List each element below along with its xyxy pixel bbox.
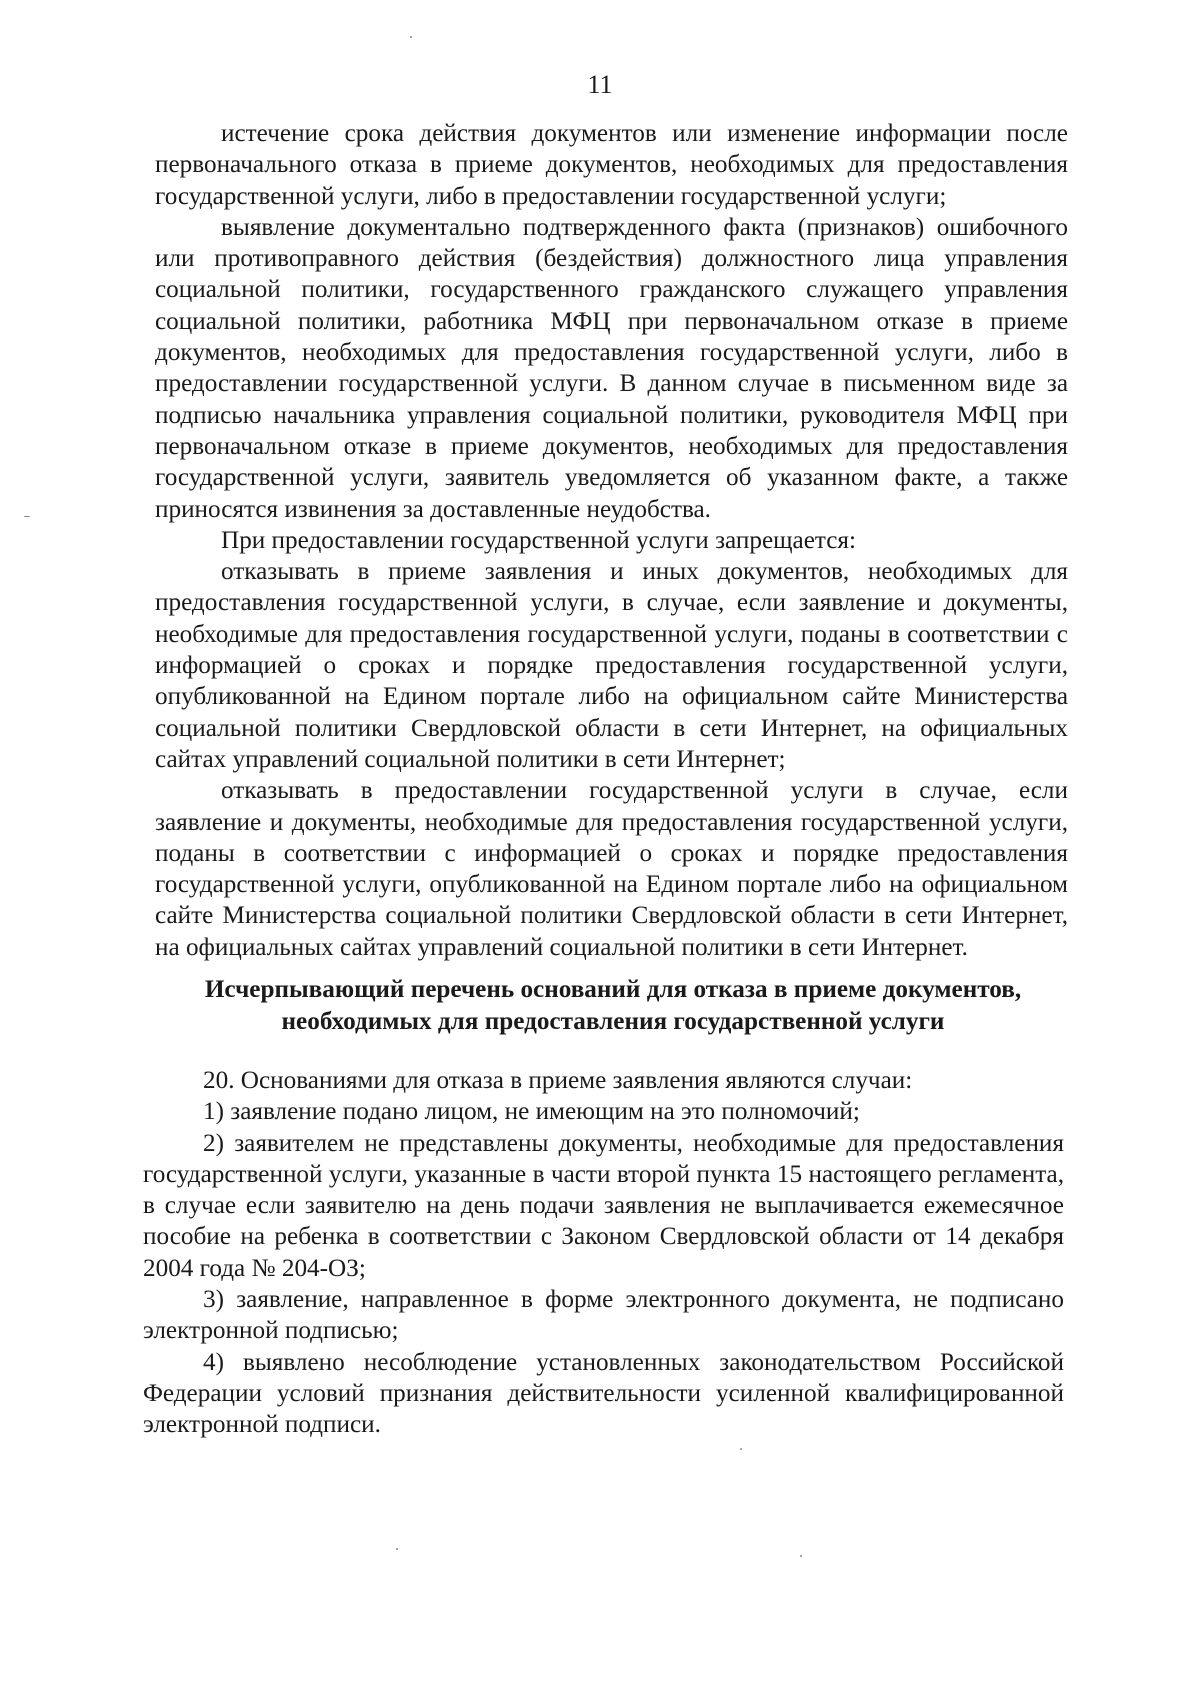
paragraph-prohibited-intro: При предоставлении государственной услуги запрещается: — [221, 526, 856, 554]
section-heading-line: необходимых для предоставления государственной услуги — [281, 1008, 945, 1035]
scan-speck — [800, 1555, 802, 1557]
paragraph-prohibited-refuse-acceptance: отказывать в приеме заявления и иных документов, необходимых для предоставления государственной услуги, в случае, если заявление и документы, необходимые для предоставления государственной услуги, поданы в соответствии с информацией о сроках и порядке предоставления государственной услуги, опубликованной на Едином портале либо на официальном сайте Министерства социальной политики Свердловской области в сети Интернет, на официальных сайтах управлений социальной политики в сети Интернет; — [155, 558, 1068, 773]
scan-speck — [410, 36, 412, 38]
paragraph-expiry: истечение срока действия документов или изменение информации после первоначального отказа в приеме документов, необходимых для предоставления государственной услуги, либо в предоставлении государственной услуги; — [155, 120, 1068, 210]
paragraph-error-detection: выявление документально подтвержденного факта (признаков) ошибочного или противоправного действия (бездействия) должностного лица управления социальной политики, государственного гражданского служащего управления социальной политики, работника МФЦ при первоначальном отказе в приеме документов, необходимых для предоставления государственной услуги, либо в предоставлении государственной услуги. В данном случае в письменном виде за подписью начальника управления социальной политики, руководителя МФЦ при первоначальном отказе в приеме документов, необходимых для предоставления государственной услуги, заявитель уведомляется об указанном факте, а также приносятся извинения за доставленные неудобства. — [155, 213, 1068, 523]
page-number: 11 — [587, 70, 613, 99]
section-heading-line: Исчерпывающий перечень оснований для отказа в приеме документов, — [204, 976, 1022, 1003]
regulation-body-text — [155, 118, 1068, 963]
list-item: 1) заявление подано лицом, не имеющим на это полномочий; — [203, 1098, 860, 1126]
scan-speck — [24, 516, 30, 517]
list-item: 3) заявление, направленное в форме электронного документа, не подписано электронной подписью; — [143, 1286, 1064, 1345]
list-item: 20. Основаниями для отказа в приеме заявления являются случаи: — [203, 1067, 913, 1094]
paragraph-prohibited-refuse-service: отказывать в предоставлении государственной услуги в случае, если заявление и документы, необходимые для предоставления государственной услуги, поданы в соответствии с информацией о сроках и порядке предоставления государственной услуги, опубликованной на Едином портале либо на официальном сайте Министерства социальной политики Свердловской области в сети Интернет, на официальных сайтах управлений социальной политики в сети Интернет. — [155, 777, 1068, 961]
scan-speck — [740, 1448, 742, 1450]
list-item: 2) заявителем не представлены документы, необходимые для предоставления государственной услуги, указанные в части второй пункта 15 настоящего регламента, в случае если заявителю на день подачи заявления не выплачивается ежемесячное пособие на ребенка в соответствии с Законом Свердловской области от 14 декабря 2004 года № 204-ОЗ; — [143, 1129, 1064, 1282]
section-heading — [150, 974, 1076, 1038]
refusal-grounds-list — [143, 1065, 1064, 1441]
scan-speck — [396, 1548, 398, 1550]
list-item: 4) выявлено несоблюдение установленных законодательством Российской Федерации условий признания действительности усиленной квалифицированной электронной подписи. — [143, 1348, 1064, 1439]
